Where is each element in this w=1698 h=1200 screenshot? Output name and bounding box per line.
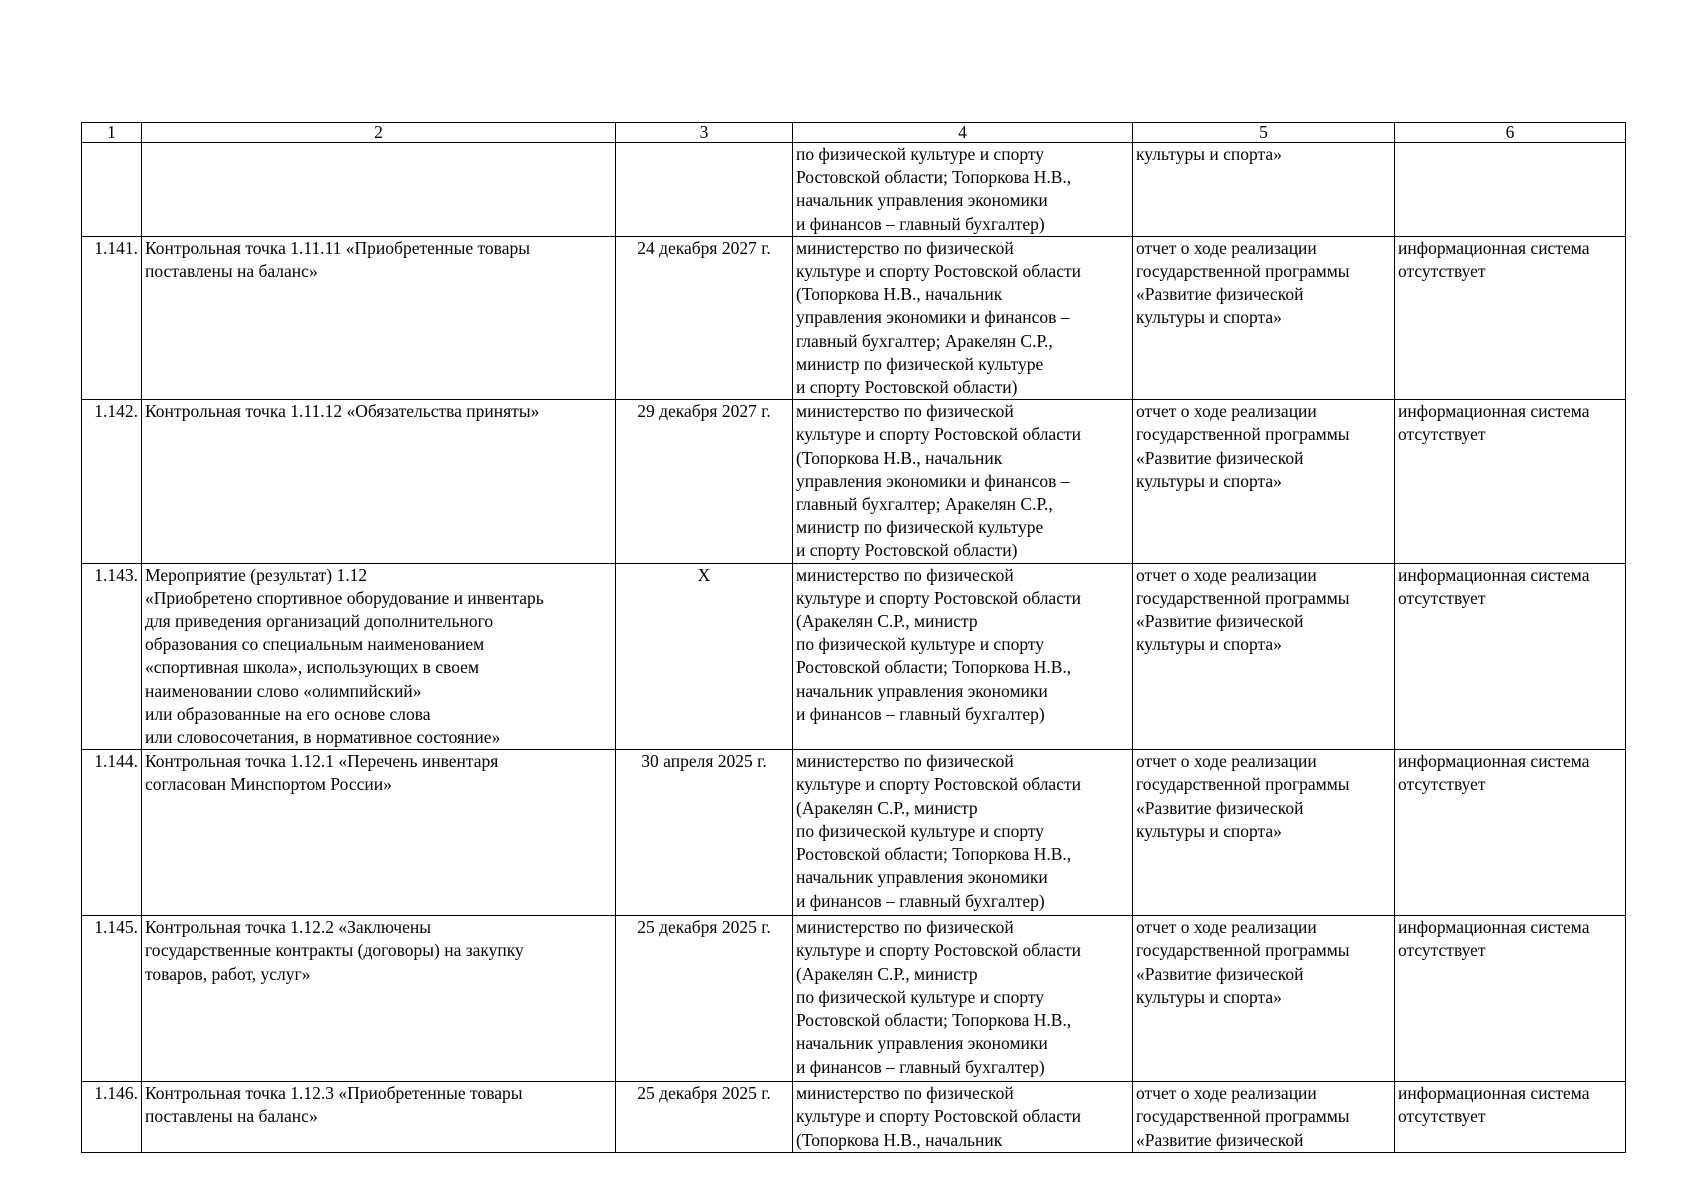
responsible-executor-line: начальник управления экономики — [796, 190, 1048, 211]
report-document — [1133, 916, 1395, 1082]
column-number-5: 5 — [1133, 123, 1395, 143]
responsible-executor-line: министерство по физической — [796, 751, 1014, 772]
report-document-line: отчет о ходе реализации — [1136, 917, 1317, 938]
table-row — [82, 916, 1626, 1082]
measure-title-line: государственные контракты (договоры) на закупку — [145, 940, 524, 961]
measure-title-line: Контрольная точка 1.12.2 «Заключены — [145, 917, 431, 938]
responsible-executor-line: по физической культуре и спорту — [796, 986, 1044, 1007]
responsible-executor — [793, 1082, 1133, 1153]
report-document-line: культуры и спорта» — [1136, 634, 1282, 655]
report-document-line: культуры и спорта» — [1136, 144, 1282, 164]
report-document-line: «Развитие физической — [1136, 1129, 1304, 1150]
responsible-executor-line: и спорту Ростовской области) — [796, 540, 1018, 561]
column-number-4: 4 — [793, 123, 1133, 143]
responsible-executor-line: по физической культуре и спорту — [796, 820, 1044, 841]
column-number-1: 1 — [82, 123, 142, 143]
responsible-executor-line: главный бухгалтер; Аракелян С.Р., — [796, 330, 1053, 351]
measure-title-line: наименовании слово «олимпийский» — [145, 680, 422, 701]
measure-title-line: Контрольная точка 1.12.1 «Перечень инвентаря — [145, 751, 499, 772]
responsible-executor-line: министерство по физической — [796, 237, 1014, 258]
report-document-line: «Развитие физической — [1136, 611, 1304, 632]
information-system-line: информационная система — [1398, 564, 1590, 585]
information-system-line: информационная система — [1398, 917, 1590, 938]
responsible-executor-line: министр по физической культуре — [796, 353, 1044, 374]
information-system-line: отсутствует — [1398, 774, 1486, 795]
responsible-executor-line: Ростовской области; Топоркова Н.В., — [796, 844, 1072, 865]
deadline-date: 25 декабря 2025 г. — [616, 916, 793, 1082]
information-system — [1395, 236, 1626, 399]
responsible-executor-line: Ростовской области; Топоркова Н.В., — [796, 167, 1072, 188]
report-document-line: отчет о ходе реализации — [1136, 401, 1317, 422]
deadline-date — [616, 143, 793, 237]
responsible-executor-line: и финансов – главный бухгалтер) — [796, 213, 1045, 234]
table-row — [82, 143, 1626, 237]
column-numbers-row — [82, 123, 1626, 143]
row-number: 1.145. — [82, 916, 142, 1082]
information-system-line: отсутствует — [1398, 1106, 1486, 1127]
deadline-date: 25 декабря 2025 г. — [616, 1082, 793, 1153]
measure-title-line: или образованные на его основе слова — [145, 703, 431, 724]
report-document-line: отчет о ходе реализации — [1136, 1083, 1317, 1104]
column-number-2: 2 — [142, 123, 616, 143]
measure-title-line: «спортивная школа», использующих в своем — [145, 657, 480, 678]
responsible-executor-line: министерство по физической — [796, 1083, 1014, 1104]
responsible-executor-line: и спорту Ростовской области) — [796, 377, 1018, 398]
measure-title-line: для приведения организаций дополнительного — [145, 611, 494, 632]
report-document-line: государственной программы — [1136, 940, 1350, 961]
report-document-line: «Развитие физической — [1136, 963, 1304, 984]
responsible-executor-line: и финансов – главный бухгалтер) — [796, 703, 1045, 724]
responsible-executor-line: культуре и спорту Ростовской области — [796, 940, 1081, 961]
responsible-executor-line: управления экономики и финансов – — [796, 470, 1070, 491]
row-number: 1.144. — [82, 750, 142, 916]
responsible-executor-line: министерство по физической — [796, 401, 1014, 422]
row-number: 1.146. — [82, 1082, 142, 1153]
report-document-line: культуры и спорта» — [1136, 986, 1282, 1007]
measure-title — [142, 143, 616, 237]
report-document-line: культуры и спорта» — [1136, 307, 1282, 328]
responsible-executor-line: главный бухгалтер; Аракелян С.Р., — [796, 494, 1053, 515]
table-body — [82, 123, 1626, 1153]
responsible-executor-line: (Аракелян С.Р., министр — [796, 963, 978, 984]
information-system-line: отсутствует — [1398, 587, 1486, 608]
deadline-date: 30 апреля 2025 г. — [616, 750, 793, 916]
table-row — [82, 750, 1626, 916]
document-page — [81, 122, 1625, 1153]
information-system — [1395, 750, 1626, 916]
responsible-executor-line: по физической культуре и спорту — [796, 634, 1044, 655]
measure-title-line: «Приобретено спортивное оборудование и инвентарь — [145, 587, 544, 608]
report-document — [1133, 400, 1395, 563]
responsible-executor — [793, 143, 1133, 237]
information-system-line: информационная система — [1398, 237, 1590, 258]
report-document — [1133, 563, 1395, 750]
measure-title-line: образования со специальным наименованием — [145, 634, 485, 655]
responsible-executor-line: Ростовской области; Топоркова Н.В., — [796, 657, 1072, 678]
deadline-date: 24 декабря 2027 г. — [616, 236, 793, 399]
measure-title — [142, 400, 616, 563]
measure-title-line: товаров, работ, услуг» — [145, 963, 311, 984]
column-number-6: 6 — [1395, 123, 1626, 143]
responsible-executor — [793, 563, 1133, 750]
table-row — [82, 400, 1626, 563]
measure-title-line: поставлены на баланс» — [145, 261, 318, 282]
report-document — [1133, 1082, 1395, 1153]
responsible-executor-line: управления экономики и финансов – — [796, 307, 1070, 328]
responsible-executor-line: (Топоркова Н.В., начальник — [796, 284, 1003, 305]
measure-title-line: Контрольная точка 1.11.12 «Обязательства приняты» — [145, 401, 540, 422]
responsible-executor-line: начальник управления экономики — [796, 867, 1048, 888]
measure-title-line: Мероприятие (результат) 1.12 — [145, 564, 368, 585]
measure-title — [142, 916, 616, 1082]
responsible-executor — [793, 236, 1133, 399]
information-system-line: отсутствует — [1398, 940, 1486, 961]
measures-table — [81, 122, 1626, 1153]
information-system-line: информационная система — [1398, 751, 1590, 772]
responsible-executor-line: культуре и спорту Ростовской области — [796, 774, 1081, 795]
information-system — [1395, 916, 1626, 1082]
deadline-date: X — [616, 563, 793, 750]
report-document-line: государственной программы — [1136, 261, 1350, 282]
measure-title — [142, 236, 616, 399]
report-document-line: государственной программы — [1136, 587, 1350, 608]
measure-title-line: или словосочетания, в нормативное состояние» — [145, 727, 501, 748]
responsible-executor-line: (Аракелян С.Р., министр — [796, 611, 978, 632]
report-document-line: «Развитие физической — [1136, 447, 1304, 468]
report-document-line: «Развитие физической — [1136, 797, 1304, 818]
responsible-executor-line: и финансов – главный бухгалтер) — [796, 1056, 1045, 1077]
information-system-line: отсутствует — [1398, 261, 1486, 282]
measure-title-line: согласован Минспортом России» — [145, 774, 392, 795]
information-system-line: отсутствует — [1398, 424, 1486, 445]
responsible-executor-line: (Топоркова Н.В., начальник — [796, 1129, 1003, 1150]
responsible-executor-line: министерство по физической — [796, 564, 1014, 585]
report-document-line: «Развитие физической — [1136, 284, 1304, 305]
responsible-executor-line: культуре и спорту Ростовской области — [796, 261, 1081, 282]
table-row — [82, 236, 1626, 399]
information-system-line: информационная система — [1398, 401, 1590, 422]
responsible-executor — [793, 400, 1133, 563]
report-document-line: отчет о ходе реализации — [1136, 751, 1317, 772]
responsible-executor-line: культуре и спорту Ростовской области — [796, 587, 1081, 608]
responsible-executor-line: (Аракелян С.Р., министр — [796, 797, 978, 818]
table-row — [82, 1082, 1626, 1153]
report-document — [1133, 750, 1395, 916]
measure-title-line: Контрольная точка 1.11.11 «Приобретенные товары — [145, 237, 530, 258]
responsible-executor-line: министерство по физической — [796, 917, 1014, 938]
measure-title — [142, 750, 616, 916]
information-system — [1395, 400, 1626, 563]
report-document-line: отчет о ходе реализации — [1136, 564, 1317, 585]
measure-title-line: поставлены на баланс» — [145, 1106, 318, 1127]
responsible-executor — [793, 916, 1133, 1082]
measure-title — [142, 563, 616, 750]
column-number-3: 3 — [616, 123, 793, 143]
report-document-line: культуры и спорта» — [1136, 470, 1282, 491]
responsible-executor-line: (Топоркова Н.В., начальник — [796, 447, 1003, 468]
responsible-executor — [793, 750, 1133, 916]
row-number: 1.143. — [82, 563, 142, 750]
report-document-line: государственной программы — [1136, 424, 1350, 445]
report-document-line: государственной программы — [1136, 774, 1350, 795]
responsible-executor-line: Ростовской области; Топоркова Н.В., — [796, 1010, 1072, 1031]
table-row — [82, 563, 1626, 750]
responsible-executor-line: начальник управления экономики — [796, 680, 1048, 701]
information-system-line: информационная система — [1398, 1083, 1590, 1104]
responsible-executor-line: культуре и спорту Ростовской области — [796, 1106, 1081, 1127]
information-system — [1395, 1082, 1626, 1153]
report-document-line: отчет о ходе реализации — [1136, 237, 1317, 258]
report-document-line: культуры и спорта» — [1136, 820, 1282, 841]
responsible-executor-line: министр по физической культуре — [796, 517, 1044, 538]
row-number: 1.141. — [82, 236, 142, 399]
report-document — [1133, 143, 1395, 237]
deadline-date: 29 декабря 2027 г. — [616, 400, 793, 563]
responsible-executor-line: начальник управления экономики — [796, 1033, 1048, 1054]
responsible-executor-line: по физической культуре и спорту — [796, 144, 1044, 164]
row-number: 1.142. — [82, 400, 142, 563]
information-system — [1395, 143, 1626, 237]
responsible-executor-line: и финансов – главный бухгалтер) — [796, 890, 1045, 911]
report-document — [1133, 236, 1395, 399]
responsible-executor-line: культуре и спорту Ростовской области — [796, 424, 1081, 445]
measure-title-line: Контрольная точка 1.12.3 «Приобретенные товары — [145, 1083, 523, 1104]
measure-title — [142, 1082, 616, 1153]
information-system — [1395, 563, 1626, 750]
row-number — [82, 143, 142, 237]
report-document-line: государственной программы — [1136, 1106, 1350, 1127]
